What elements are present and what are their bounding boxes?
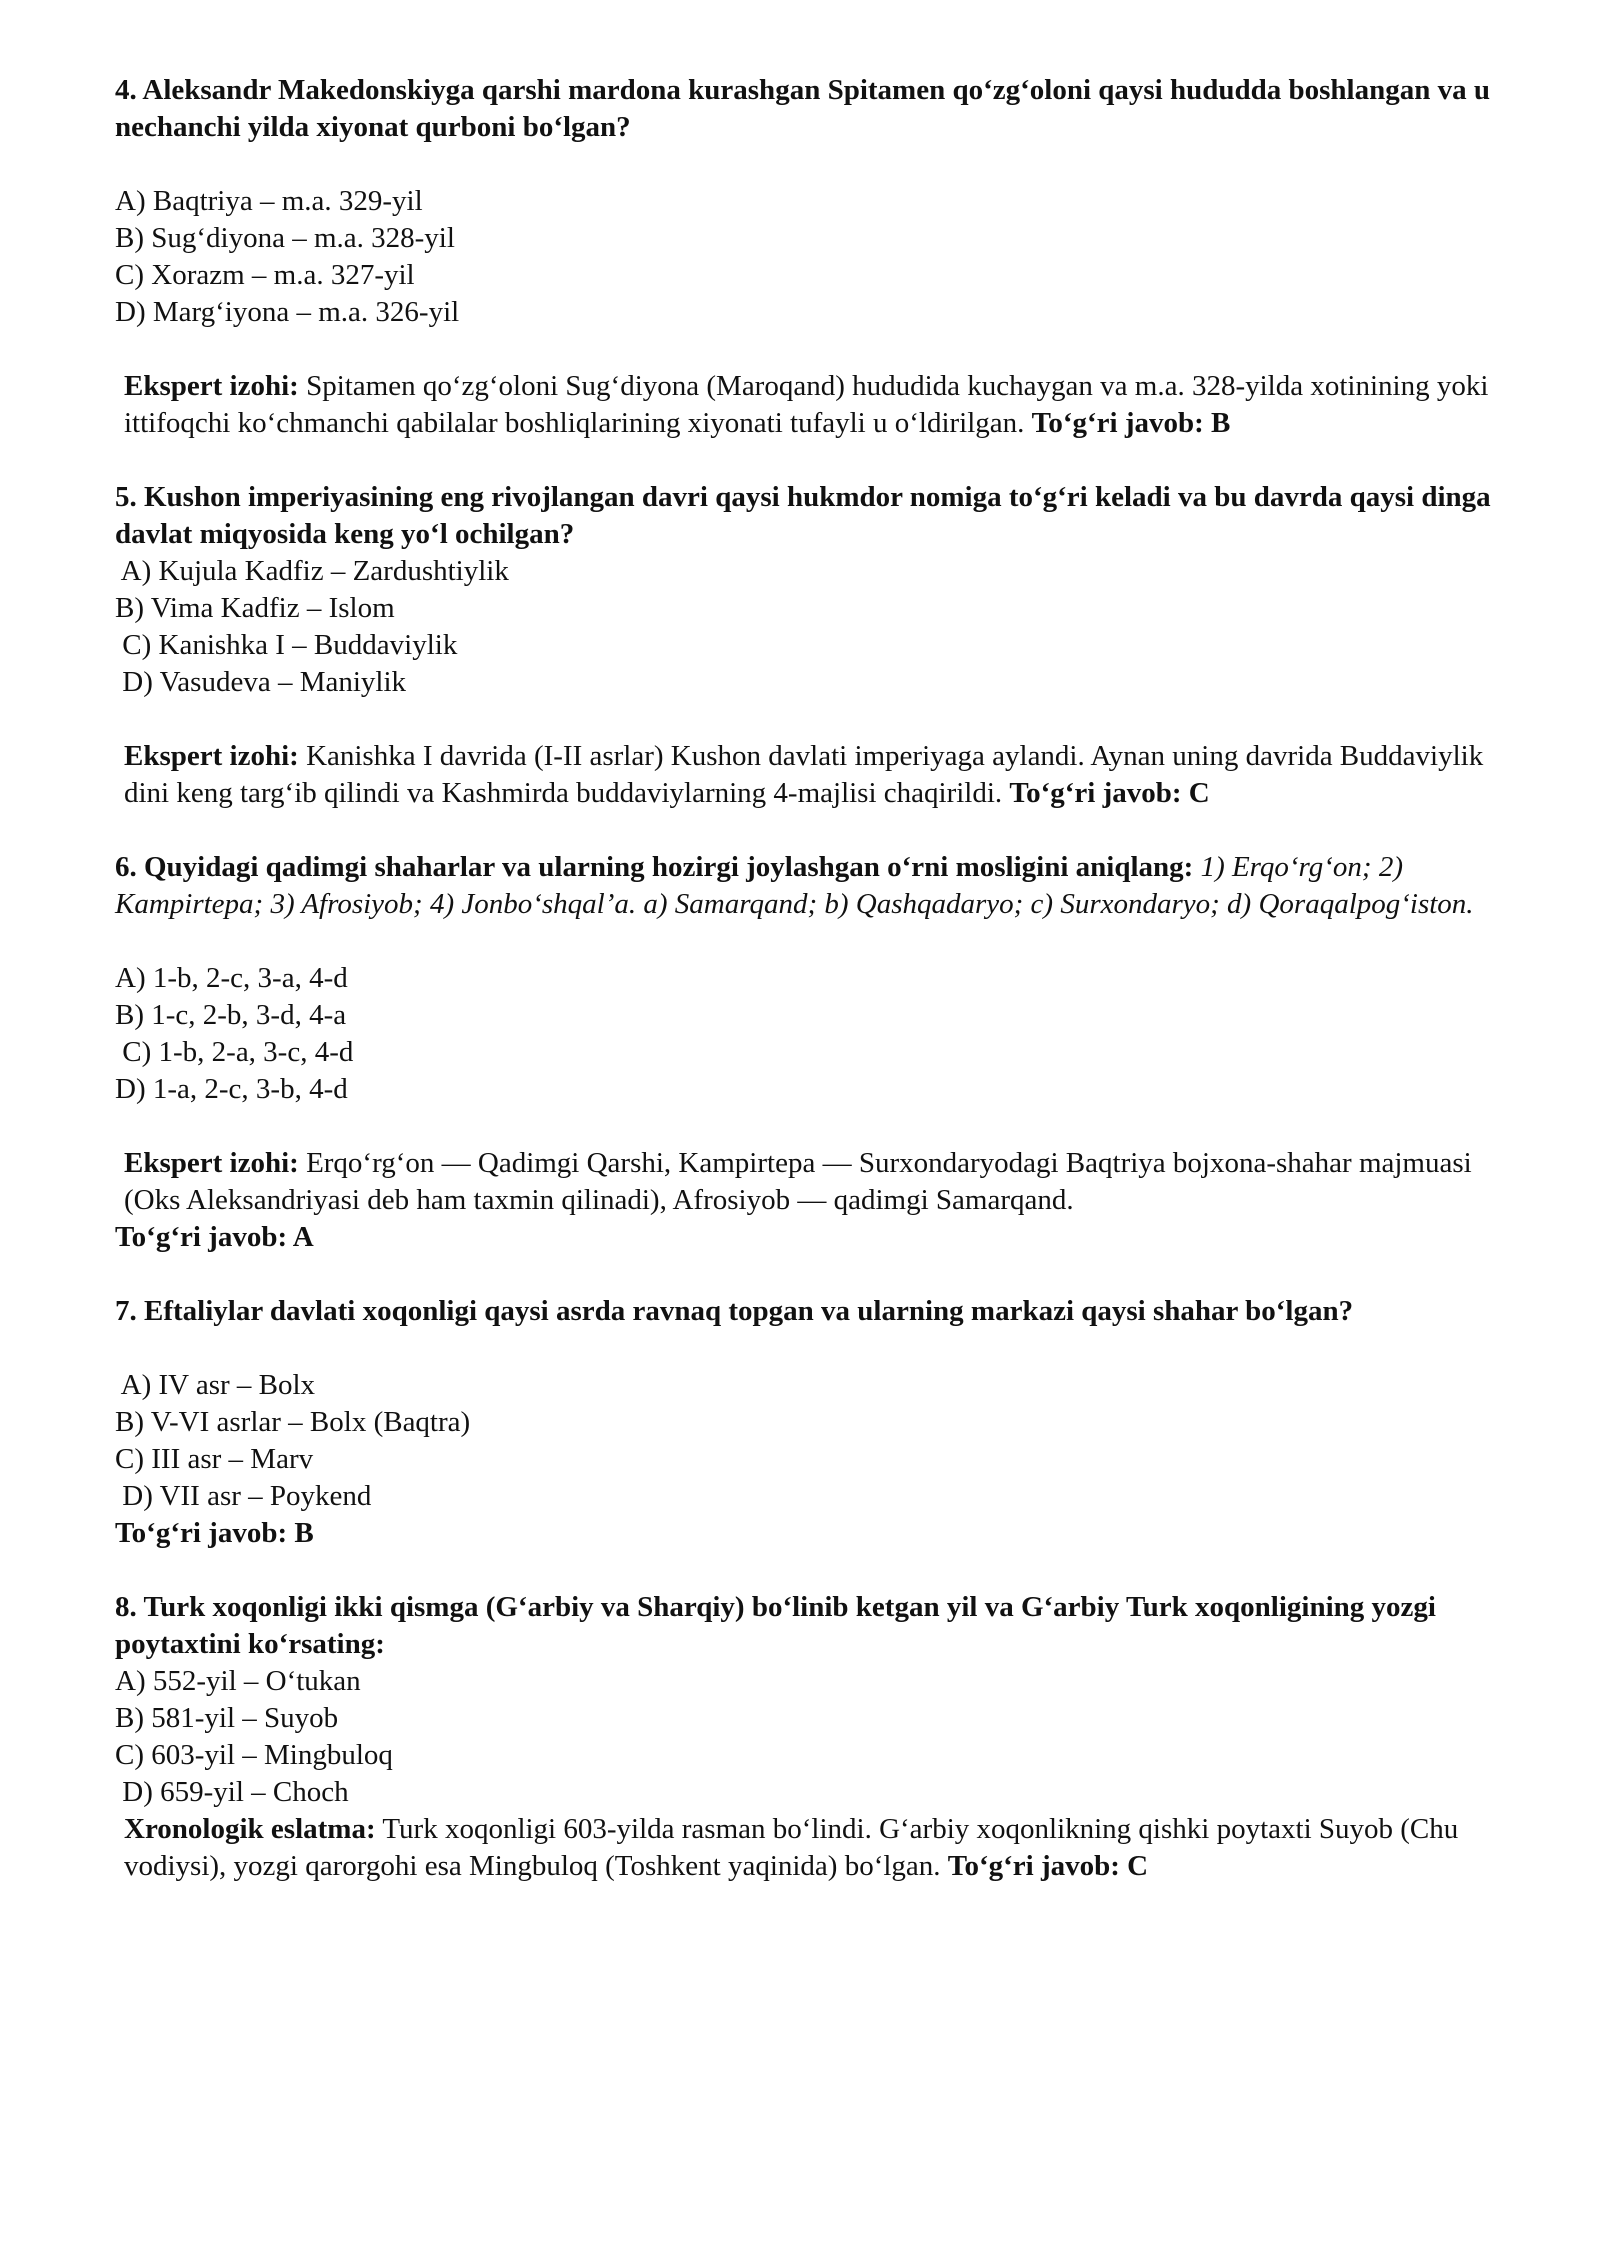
question-title-text: 6. Quyidagi qadimgi shaharlar va ularning hozirgi joylashgan o‘rni mosligini aniqlang:	[115, 851, 1194, 883]
option-d: D) Marg‘iyona – m.a. 326-yil	[115, 296, 460, 328]
note-text: Erqo‘rg‘on — Qadimgi Qarshi, Kampirtepa — Surxondaryodagi Baqtriya bojxona-shahar majmuasi (Oks Aleksandriyasi deb ham taxmin qilinadi), Afrosiyob — qadimgi Samarqand.	[124, 1147, 1472, 1216]
chronology-note	[115, 1811, 1500, 1885]
expert-note	[115, 738, 1500, 812]
question-8	[115, 1589, 1500, 1885]
note-label: Ekspert izohi:	[124, 1147, 299, 1179]
question-7	[115, 1293, 1500, 1552]
options-list	[115, 1663, 1500, 1811]
question-4	[115, 72, 1500, 442]
options-list	[115, 183, 1500, 331]
option-b: B) 581-yil – Suyob	[115, 1702, 339, 1734]
option-c: C) III asr – Marv	[115, 1443, 314, 1475]
option-c: C) 603-yil – Mingbuloq	[115, 1739, 393, 1771]
option-d: D) 1-a, 2-c, 3-b, 4-d	[115, 1073, 348, 1105]
correct-answer: To‘g‘ri javob: B	[1031, 407, 1231, 439]
question-title: 7. Eftaliylar davlati xoqonligi qaysi asrda ravnaq topgan va ularning markazi qaysi shahar bo‘lgan?	[115, 1295, 1354, 1327]
option-b: B) Vima Kadfiz – Islom	[115, 592, 395, 624]
question-title	[115, 849, 1500, 923]
question-6	[115, 849, 1500, 1256]
option-b: B) V-VI asrlar – Bolx (Baqtra)	[115, 1406, 471, 1438]
correct-answer: To‘g‘ri javob: B	[115, 1517, 314, 1549]
option-c: C) Xorazm – m.a. 327-yil	[115, 259, 415, 291]
correct-answer: To‘g‘ri javob: C	[1009, 777, 1210, 809]
question-title: 4. Aleksandr Makedonskiyga qarshi mardona kurashgan Spitamen qo‘zg‘oloni qaysi hududda boshlangan va u nechanchi yilda xiyonat qurboni bo‘lgan?	[115, 74, 1490, 143]
option-a: A) IV asr – Bolx	[115, 1369, 316, 1401]
correct-answer: To‘g‘ri javob: A	[115, 1221, 314, 1253]
note-text: Kanishka I davrida (I-II asrlar) Kushon davlati imperiyaga aylandi. Aynan uning davrida Buddaviylik dini keng targ‘ib qilindi va Kashmirda buddaviylarning 4-majlisi chaqirildi.	[124, 740, 1484, 809]
option-d: D) Vasudeva – Maniylik	[115, 666, 407, 698]
option-b: B) 1-c, 2-b, 3-d, 4-a	[115, 999, 347, 1031]
note-text: Spitamen qo‘zg‘oloni Sug‘diyona (Maroqand) hududida kuchaygan va m.a. 328-yilda xotinining yoki ittifoqchi ko‘chmanchi qabilalar boshliqlarining xiyonati tufayli u o‘ldirilgan.	[124, 370, 1489, 439]
option-a: A) 552-yil – O‘tukan	[115, 1665, 361, 1697]
option-d: D) VII asr – Poykend	[115, 1480, 372, 1512]
question-title-italic: 1) Erqo‘rg‘on; 2) Kampirtepa; 3) Afrosiyob; 4) Jonbo‘shqal’a. a) Samarqand; b) Qashqadaryo; c) Surxondaryo; d) Qoraqalpog‘iston.	[115, 851, 1474, 920]
note-label: Ekspert izohi:	[124, 740, 299, 772]
option-c: C) Kanishka I – Buddaviylik	[115, 629, 458, 661]
options-list	[115, 553, 1500, 701]
option-d: D) 659-yil – Choch	[115, 1776, 349, 1808]
expert-note	[115, 1145, 1500, 1219]
note-text: Turk xoqonligi 603-yilda rasman bo‘lindi. G‘arbiy xoqonlikning qishki poytaxti Suyob (Chu vodiysi), yozgi qarorgohi esa Mingbuloq (Toshkent yaqinida) bo‘lgan.	[124, 1813, 1459, 1882]
options-list	[115, 960, 1500, 1108]
option-b: B) Sug‘diyona – m.a. 328-yil	[115, 222, 455, 254]
option-a: A) Baqtriya – m.a. 329-yil	[115, 185, 423, 217]
options-list	[115, 1367, 1500, 1515]
document-page	[115, 72, 1500, 1885]
correct-answer: To‘g‘ri javob: C	[947, 1850, 1149, 1882]
option-a: A) 1-b, 2-c, 3-a, 4-d	[115, 962, 348, 994]
option-a: A) Kujula Kadfiz – Zardushtiylik	[115, 555, 509, 587]
note-label: Xronologik eslatma:	[124, 1813, 376, 1845]
question-5	[115, 479, 1500, 812]
question-title: 5. Kushon imperiyasining eng rivojlangan davri qaysi hukmdor nomiga to‘g‘ri keladi va bu davrda qaysi dinga davlat miqyosida keng yo‘l ochilgan?	[115, 481, 1491, 550]
expert-note	[115, 368, 1500, 442]
note-label: Ekspert izohi:	[124, 370, 299, 402]
option-c: C) 1-b, 2-a, 3-c, 4-d	[115, 1036, 354, 1068]
question-title: 8. Turk xoqonligi ikki qismga (G‘arbiy va Sharqiy) bo‘linib ketgan yil va G‘arbiy Turk xoqonligining yozgi poytaxtini ko‘rsating:	[115, 1591, 1436, 1660]
